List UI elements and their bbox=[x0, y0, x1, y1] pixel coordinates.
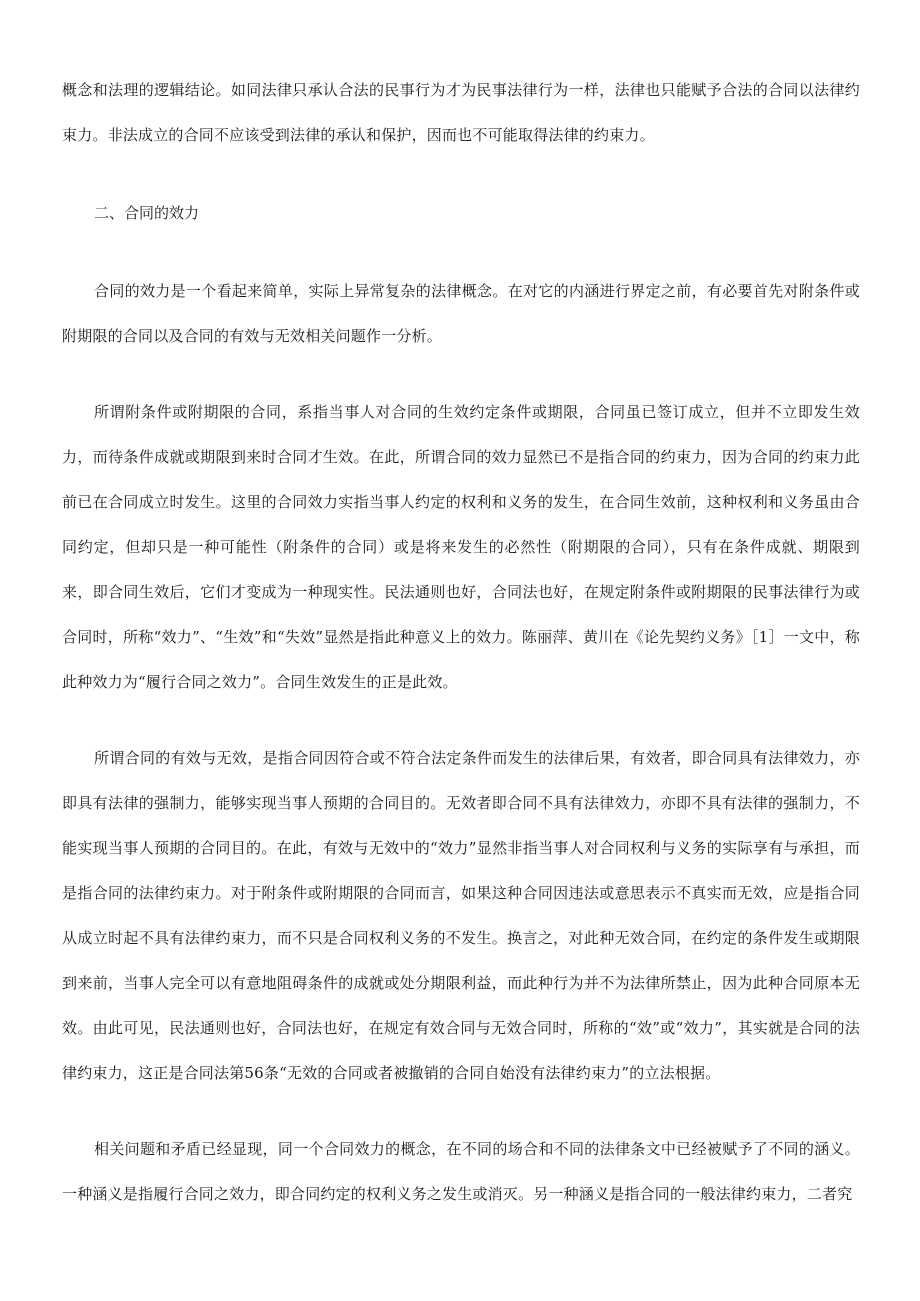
document-page bbox=[62, 68, 860, 1217]
paragraph-valid-invalid: 所谓合同的有效与无效，是指合同因符合或不符合法定条件而发生的法律后果，有效者，即合同具有法律效力，亦即具有法律的强制力，能够实现当事人预期的合同目的。无效者即合同不具有法律效力，亦即不具有法律的强制力，不能实现当事人预期的合同目的。在此，有效与无效中的“效力”显然非指当事人对合同权利与义务的实际享有与承担，而是指合同的法律约束力。对于附条件或附期限的合同而言，如果这种合同因违法或意思表示不真实而无效，应是指合同从成立时起不具有法律约束力，而不只是合同权利义务的不发生。换言之，对此种无效合同，在约定的条件发生或期限到来前，当事人完全可以有意地阻碍条件的成就或处分期限利益，而此种行为并不为法律所禁止，因为此种合同原本无效。由此可见，民法通则也好，合同法也好，在规定有效合同与无效合同时，所称的“效”或“效力”，其实就是合同的法律约束力，这正是合同法第56条“无效的合同或者被撤销的合同自始没有法律约束力”的立法根据。 bbox=[62, 749, 860, 1082]
paragraph-continuation: 概念和法理的逻辑结论。如同法律只承认合法的民事行为才为民事法律行为一样，法律也只能赋予合法的合同以法律约束力。非法成立的合同不应该受到法律的承认和保护，因而也不可能取得法律的约束力。 bbox=[62, 81, 860, 144]
paragraph-gap bbox=[62, 236, 860, 269]
paragraph-conditional-contract: 所谓附条件或附期限的合同，系指当事人对合同的生效约定条件或期限，合同虽已签订成立，但并不立即发生效力，而待条件成就或期限到来时合同才生效。在此，所谓合同的效力显然已不是指合同的约束力，因为合同的约束力此前已在合同成立时发生。这里的合同效力实指当事人约定的权利和义务的发生，在合同生效前，这种权利和义务虽由合同约定，但却只是一种可能性（附条件的合同）或是将来发生的必然性（附期限的合同），只有在条件成就、期限到来，即合同生效后，它们才变成为一种现实性。民法通则也好，合同法也好，在规定附条件或附期限的民事法律行为或合同时，所称“效力”、“生效”和“失效”显然是指此种意义上的效力。陈丽萍、黄川在《论先契约义务》［1］一文中，称此种效力为“履行合同之效力”。合同生效发生的正是此效。 bbox=[62, 403, 860, 691]
paragraph-gap bbox=[62, 705, 860, 736]
paragraph-contract-effect-intro: 合同的效力是一个看起来简单，实际上异常复杂的法律概念。在对它的内涵进行界定之前，有必要首先对附条件或附期限的合同以及合同的有效与无效相关问题作一分析。 bbox=[62, 282, 860, 345]
paragraph-gap bbox=[62, 158, 860, 191]
paragraph-gap bbox=[62, 1096, 860, 1127]
paragraph-gap bbox=[62, 359, 860, 390]
paragraph-related-issues: 相关问题和矛盾已经显现，同一个合同效力的概念，在不同的场合和不同的法律条文中已经被赋予了不同的涵义。一种涵义是指履行合同之效力，即合同约定的权利义务之发生或消灭。另一种涵义是指合同的一般法律约束力，二者究 bbox=[62, 1140, 860, 1203]
section-heading: 二、合同的效力 bbox=[94, 204, 200, 222]
